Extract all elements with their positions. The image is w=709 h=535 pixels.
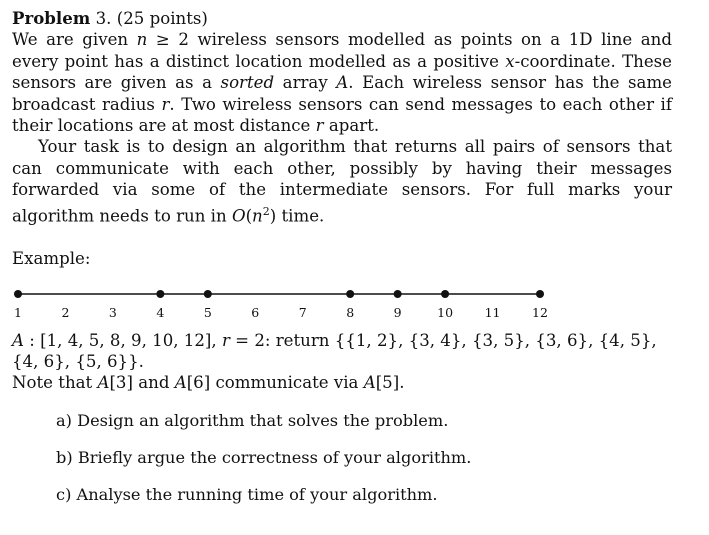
tick-label: 10 [437, 304, 454, 320]
tick-label: 5 [203, 304, 212, 320]
p1-text: -coordinate. These sensors are given as a [12, 51, 672, 93]
tick-label: 12 [532, 304, 548, 320]
problem-document [12, 8, 672, 521]
exponent: 2 [262, 204, 270, 218]
sensor-point [441, 290, 449, 298]
sensor-point [14, 290, 22, 298]
example-line-2 [12, 372, 672, 393]
problem-heading [12, 8, 672, 29]
tick-label: 11 [484, 304, 501, 320]
tick-label: 6 [251, 304, 260, 320]
subquestion-a: a) Design an algorithm that solves the problem. [56, 410, 449, 430]
example-text: [5]. [375, 373, 405, 393]
var-A: A [97, 373, 110, 393]
problem-points: (25 points) [116, 9, 208, 28]
var-n: n [252, 206, 263, 226]
example-text: = 2: return {{1, 2}, {3, 4}, {3, 5}, {3, 6}, {4, 5}, {4, 6}, {5, 6}}. [12, 330, 657, 371]
p1-text: . Two wireless sensors can send messages to each other if their locations are at most distance [12, 94, 672, 136]
p2-text: ( [245, 206, 253, 226]
var-A: A [336, 73, 349, 93]
subquestion-b: b) Briefly argue the correctness of your algorithm. [56, 447, 472, 467]
p1-text: . Each wireless sensor has the same broadcast radius [12, 73, 673, 114]
p1-text: array [274, 73, 337, 93]
example-text: [3] and [109, 373, 175, 393]
p1-text: We are given [12, 30, 137, 50]
sensor-point [536, 290, 544, 298]
var-n: n [136, 30, 148, 50]
subquestion-list [12, 410, 672, 505]
var-A: A [12, 330, 24, 350]
p2-text: ) time. [269, 206, 325, 226]
subquestion-c: c) Analyse the running time of your algorithm. [56, 484, 438, 504]
var-r: r [161, 94, 170, 114]
sensor-point [156, 290, 164, 298]
number-line [12, 282, 572, 326]
number-line-graphic [12, 282, 572, 306]
tick-label: 4 [156, 304, 165, 320]
problem-number: 3. [95, 9, 112, 28]
example-result [12, 330, 672, 394]
big-o: O [231, 206, 246, 226]
p1-text: ≥ 2 wireless sensors modelled as points on a 1D line and every point has a distinct location modelled as a positive [12, 30, 672, 71]
problem-paragraph-2 [12, 136, 672, 226]
problem-title: Problem [12, 8, 91, 28]
example-line-1 [12, 330, 672, 373]
example-text: [6] communicate via [186, 373, 364, 393]
tick-label: 7 [298, 304, 307, 320]
sensor-point [346, 290, 354, 298]
tick-label: 3 [108, 304, 117, 320]
sensor-point [204, 290, 212, 298]
emph-sorted: sorted [220, 73, 275, 93]
sensor-point [394, 290, 402, 298]
var-r: r [221, 330, 230, 350]
example-text: Note that [12, 373, 98, 393]
example-text: : [1, 4, 5, 8, 9, 10, 12], [23, 330, 222, 350]
p2-text: Your task is to design an algorithm that returns all pairs of sensors that can communicate with each other, possibly by having their messages forwarded via some of the intermediate sensors. For full marks your algorithm needs to run in [12, 137, 672, 226]
tick-label: 9 [393, 304, 402, 320]
tick-label: 1 [14, 304, 22, 320]
p1-text: apart. [323, 116, 380, 136]
var-A: A [363, 373, 376, 393]
tick-label: 8 [346, 304, 355, 320]
problem-paragraph-1 [12, 29, 672, 136]
var-A: A [174, 373, 187, 393]
example-label: Example: [12, 248, 91, 268]
tick-label: 2 [61, 304, 70, 320]
var-x: x [505, 51, 515, 71]
var-r: r [315, 116, 324, 136]
